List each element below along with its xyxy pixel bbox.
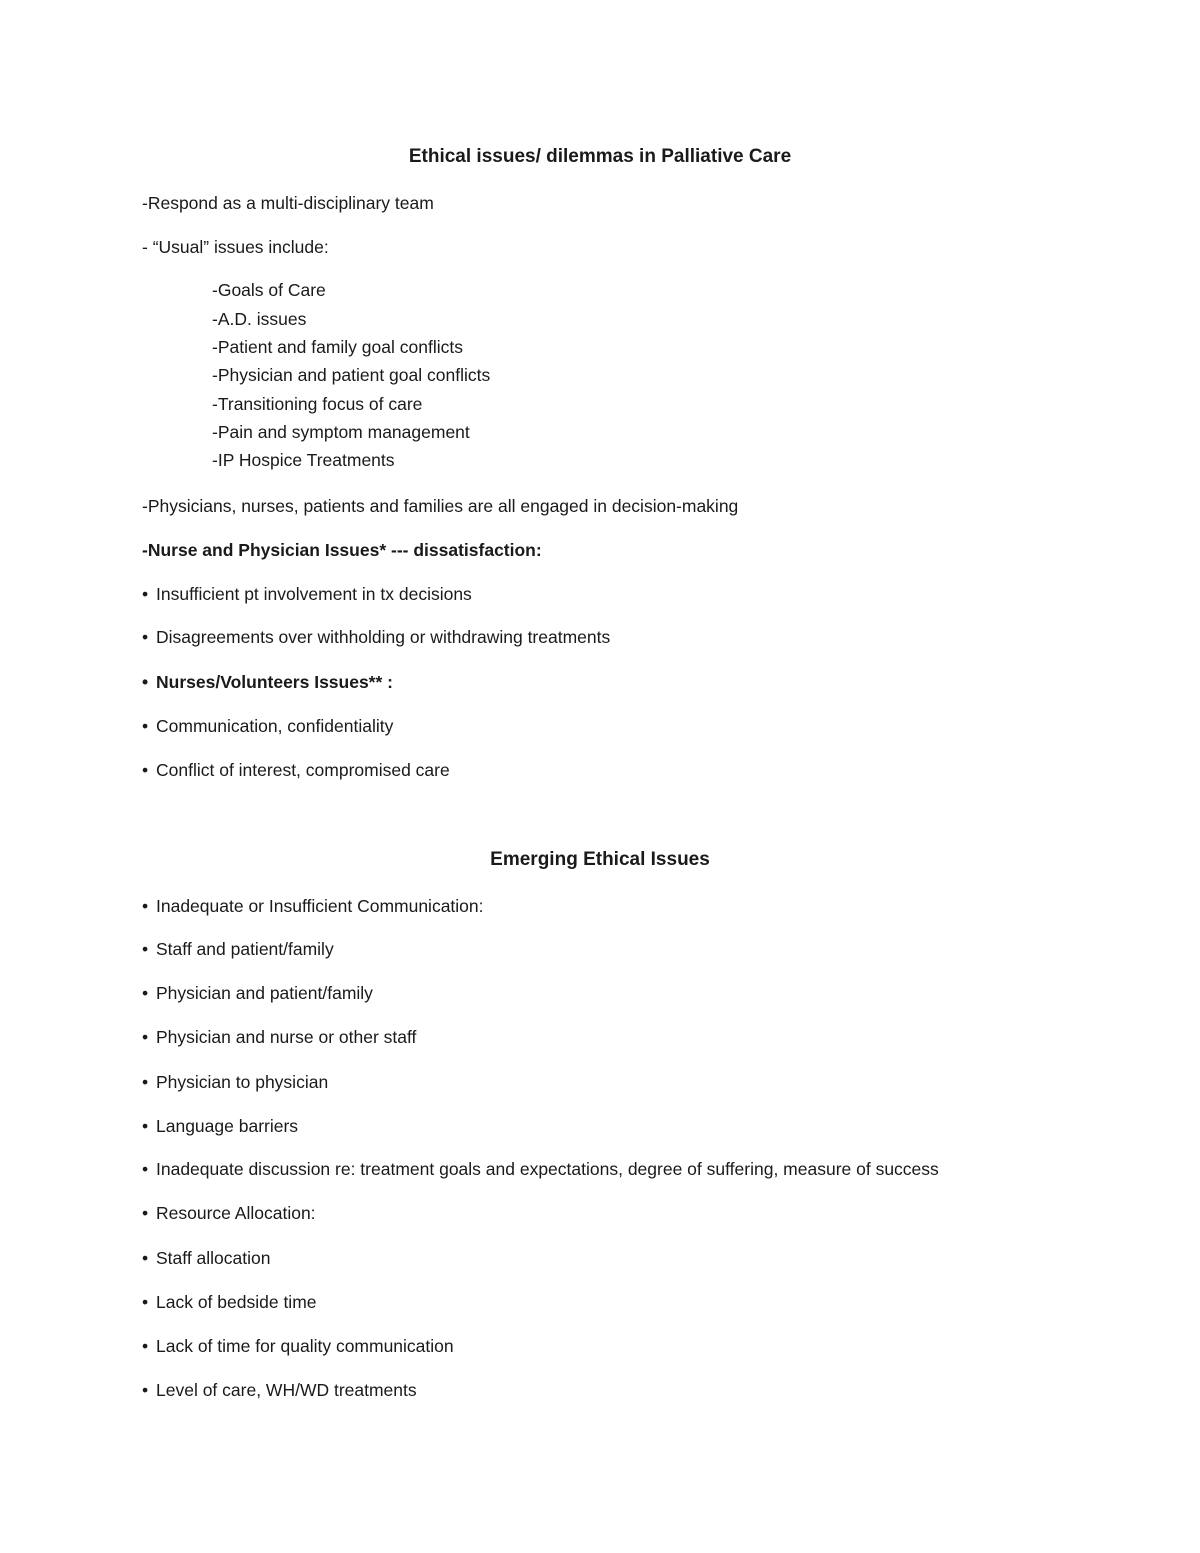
intro-line-2: - “Usual” issues include:	[142, 237, 329, 257]
bullet-icon: •	[142, 1159, 149, 1179]
bullet-icon: •	[142, 1203, 149, 1223]
list-item-text: Staff and patient/family	[156, 939, 334, 959]
list-item	[142, 1379, 417, 1401]
intro-line-1: -Respond as a multi-disciplinary team	[142, 193, 434, 213]
section1-title: Ethical issues/ dilemmas in Palliative Care	[408, 146, 792, 167]
list-item	[142, 982, 373, 1004]
usual-item: -Pain and symptom management	[212, 422, 470, 442]
usual-item: -A.D. issues	[212, 309, 307, 329]
list-item-text: Level of care, WH/WD treatments	[156, 1380, 417, 1400]
list-item	[142, 1247, 270, 1269]
list-item-text: Staff allocation	[156, 1248, 271, 1268]
list-item-text: Physician and patient/family	[156, 983, 373, 1003]
list-item-text: Physician to physician	[156, 1072, 329, 1092]
list-item	[142, 1202, 316, 1224]
bullet-icon: •	[142, 1072, 149, 1092]
list-item-text: Conflict of interest, compromised care	[156, 760, 450, 780]
list-item-text: Insufficient pt involvement in tx decisions	[156, 584, 472, 604]
engaged-line: -Physicians, nurses, patients and families are all engaged in decision-making	[142, 496, 739, 516]
list-item-text: Inadequate or Insufficient Communication:	[156, 896, 484, 916]
bullet-icon: •	[142, 1248, 149, 1268]
usual-item: -Physician and patient goal conflicts	[212, 365, 491, 385]
bullet-icon: •	[142, 1336, 149, 1356]
list-item	[142, 583, 472, 605]
section2-title: Emerging Ethical Issues	[490, 849, 710, 870]
volunteers-heading-text: Nurses/Volunteers Issues** :	[156, 672, 393, 692]
volunteers-heading	[142, 671, 393, 693]
bullet-icon: •	[142, 939, 149, 959]
usual-item: -Goals of Care	[212, 280, 326, 300]
list-item	[142, 1335, 454, 1357]
list-item-text: Lack of time for quality communication	[156, 1336, 454, 1356]
bullet-icon: •	[142, 760, 149, 780]
list-item-text: Language barriers	[156, 1116, 299, 1136]
bullet-icon: •	[142, 1380, 149, 1400]
bullet-icon: •	[142, 627, 149, 647]
list-item-text: Lack of bedside time	[156, 1292, 317, 1312]
list-item-text: Disagreements over withholding or withdrawing treatments	[156, 627, 611, 647]
list-item	[142, 938, 334, 960]
list-item	[142, 759, 450, 781]
list-item	[142, 1158, 939, 1180]
usual-item: -Transitioning focus of care	[212, 394, 423, 414]
nurse-physician-heading: -Nurse and Physician Issues* --- dissatisfaction:	[142, 540, 542, 560]
bullet-icon: •	[142, 896, 149, 916]
bullet-icon: •	[142, 672, 149, 692]
list-item	[142, 1071, 328, 1093]
bullet-icon: •	[142, 716, 149, 736]
list-item-text: Resource Allocation:	[156, 1203, 316, 1223]
list-item	[142, 626, 610, 648]
bullet-icon: •	[142, 983, 149, 1003]
list-item	[142, 1115, 298, 1137]
list-item	[142, 1291, 317, 1313]
usual-item: -IP Hospice Treatments	[212, 450, 395, 470]
bullet-icon: •	[142, 584, 149, 604]
list-item	[142, 895, 484, 917]
list-item-text: Inadequate discussion re: treatment goals and expectations, degree of suffering, measure of success	[156, 1159, 939, 1179]
bullet-icon: •	[142, 1027, 149, 1047]
list-item	[142, 1026, 416, 1048]
list-item	[142, 715, 393, 737]
list-item-text: Communication, confidentiality	[156, 716, 394, 736]
usual-item: -Patient and family goal conflicts	[212, 337, 463, 357]
list-item-text: Physician and nurse or other staff	[156, 1027, 417, 1047]
bullet-icon: •	[142, 1292, 149, 1312]
bullet-icon: •	[142, 1116, 149, 1136]
